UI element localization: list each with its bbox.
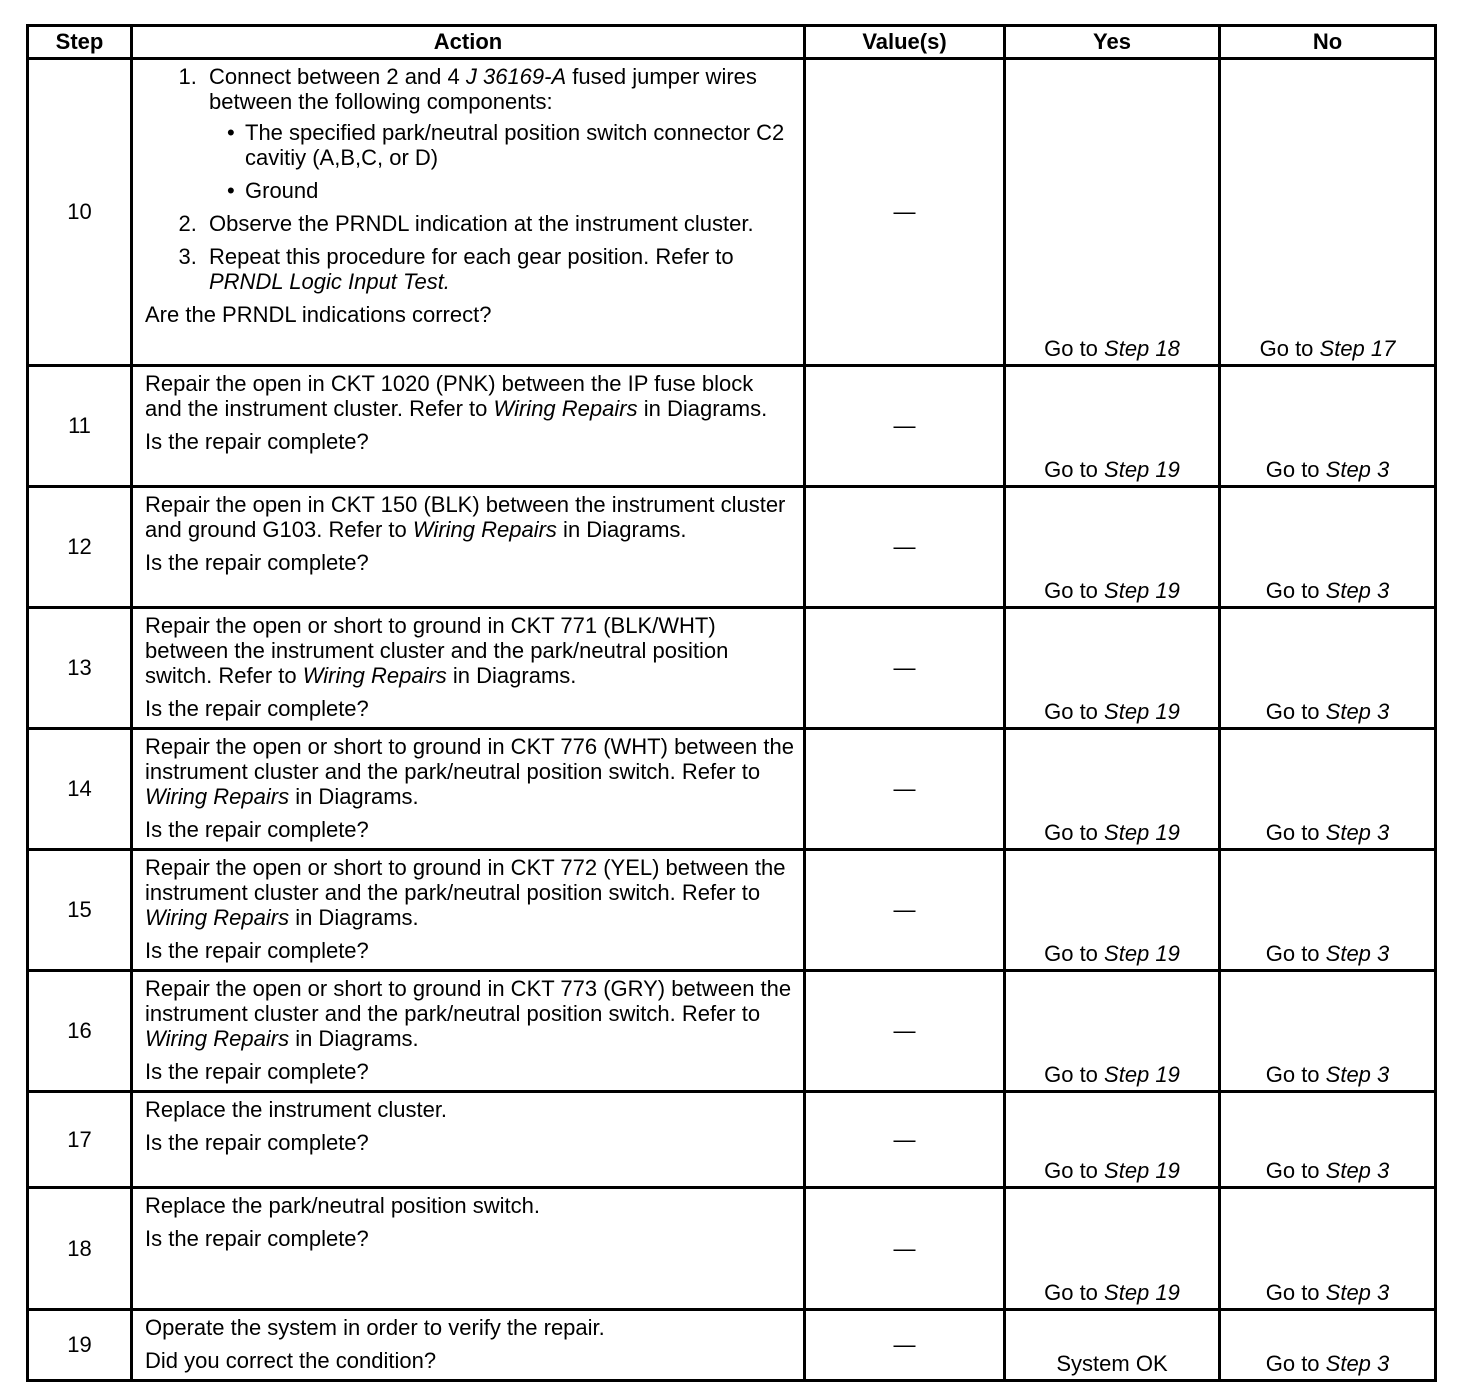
action-cell <box>132 1092 805 1188</box>
action-text: Connect between 2 and 4 <box>209 64 466 89</box>
goto-text: Go to <box>1265 1351 1326 1376</box>
no-cell <box>1220 729 1436 850</box>
step-reference: Step 19 <box>1104 820 1180 845</box>
action-text-post: in Diagrams. <box>289 905 419 930</box>
step-reference: Step 3 <box>1325 1280 1390 1305</box>
table-row <box>28 1188 1436 1310</box>
action-text-post: in Diagrams. <box>446 663 577 688</box>
no-cell <box>1220 850 1436 971</box>
step-number: 18 <box>28 1188 132 1310</box>
action-question: Is the repair complete? <box>145 550 369 575</box>
goto-text: Go to <box>1265 699 1326 724</box>
yes-cell <box>1005 729 1220 850</box>
action-cell <box>132 59 805 366</box>
action-text-post: in Diagrams. <box>556 517 687 542</box>
yes-cell <box>1005 1188 1220 1310</box>
action-text: Replace the instrument cluster. <box>145 1097 448 1122</box>
yes-cell <box>1005 608 1220 729</box>
action-text-pre: Repair the open or short to ground in CKT 772 (YEL) between the instrument cluster and the park/neutral position switch. Refer to <box>145 855 786 905</box>
action-cell <box>132 366 805 487</box>
tool-reference: J 36169-A <box>465 64 567 89</box>
step-number: 14 <box>28 729 132 850</box>
step-reference: Step 3 <box>1325 1158 1390 1183</box>
action-text-pre: Repair the open or short to ground in CKT 771 (BLK/WHT) between the instrument cluster and the park/neutral position switch. Refer to <box>145 613 729 688</box>
action-question: Is the repair complete? <box>145 1130 369 1155</box>
goto-text: Go to <box>1265 578 1326 603</box>
table-header-row <box>28 26 1436 59</box>
step-reference: Step 19 <box>1104 699 1180 724</box>
action-cell <box>132 487 805 608</box>
goto-text: Go to <box>1265 1158 1326 1183</box>
goto-text: Go to <box>1044 941 1105 966</box>
step-reference: Step 19 <box>1104 1280 1180 1305</box>
step-number: 13 <box>28 608 132 729</box>
action-text <box>145 855 795 930</box>
step-number: 10 <box>28 59 132 366</box>
action-text-pre: Repair the open in CKT 150 (BLK) between the instrument cluster and ground G103. Refer to <box>145 492 786 542</box>
step-reference: Step 19 <box>1104 457 1180 482</box>
goto-text: Go to <box>1265 1280 1326 1305</box>
yes-cell <box>1005 1092 1220 1188</box>
header-step: Step <box>28 26 132 59</box>
goto-text: Go to <box>1265 941 1326 966</box>
action-text: Replace the park/neutral position switch. <box>145 1193 540 1218</box>
bullet-item: • The specified park/neutral position switch connector C2 cavitiy (A,B,C, or D) <box>237 120 795 170</box>
goto-text: Go to <box>1044 820 1105 845</box>
yes-cell <box>1005 487 1220 608</box>
action-question: Is the repair complete? <box>145 938 369 963</box>
header-values: Value(s) <box>805 26 1005 59</box>
goto-text: Go to <box>1044 457 1105 482</box>
no-cell <box>1220 366 1436 487</box>
no-cell <box>1220 59 1436 366</box>
step-number: 19 <box>28 1310 132 1381</box>
step-number: 11 <box>28 366 132 487</box>
action-text <box>145 492 795 542</box>
action-text: Repeat this procedure for each gear position. Refer to <box>209 244 734 269</box>
goto-text: Go to <box>1044 578 1105 603</box>
action-question: Did you correct the condition? <box>145 1348 437 1373</box>
action-steps-list <box>145 64 795 294</box>
table-row <box>28 487 1436 608</box>
value-cell: — <box>805 850 1005 971</box>
step-reference: Step 19 <box>1104 578 1180 603</box>
table-row <box>28 850 1436 971</box>
action-question: Is the repair complete? <box>145 817 369 842</box>
header-yes: Yes <box>1005 26 1220 59</box>
yes-cell: System OK <box>1005 1310 1220 1381</box>
action-text-pre: Repair the open or short to ground in CKT 776 (WHT) between the instrument cluster and the park/neutral position switch. Refer to <box>145 734 794 784</box>
yes-cell <box>1005 850 1220 971</box>
component-bullets <box>209 120 795 203</box>
no-cell <box>1220 971 1436 1092</box>
wiring-repairs-reference: Wiring Repairs <box>145 784 290 809</box>
action-text <box>145 613 795 688</box>
action-cell <box>132 850 805 971</box>
goto-text: Go to <box>1044 1280 1105 1305</box>
value-cell: — <box>805 971 1005 1092</box>
step-reference: Step 3 <box>1325 457 1390 482</box>
action-text-post: in Diagrams. <box>289 784 419 809</box>
wiring-repairs-reference: Wiring Repairs <box>145 1026 290 1051</box>
list-item <box>203 244 795 294</box>
goto-text: Go to <box>1044 1062 1105 1087</box>
action-cell <box>132 608 805 729</box>
value-cell: — <box>805 487 1005 608</box>
action-question: Are the PRNDL indications correct? <box>145 302 492 327</box>
step-number: 12 <box>28 487 132 608</box>
step-reference: Step 19 <box>1104 941 1180 966</box>
action-text <box>145 371 795 421</box>
wiring-repairs-reference: Wiring Repairs <box>412 517 557 542</box>
value-cell: — <box>805 1188 1005 1310</box>
action-text-post: in Diagrams. <box>289 1026 419 1051</box>
goto-text: Go to <box>1044 336 1105 361</box>
step-reference: Step 3 <box>1325 1062 1390 1087</box>
value-cell: — <box>805 59 1005 366</box>
action-text <box>145 734 795 809</box>
table-row <box>28 366 1436 487</box>
action-question: Is the repair complete? <box>145 429 369 454</box>
action-cell <box>132 1188 805 1310</box>
diagnostic-table <box>26 24 1437 1382</box>
step-reference: Step 3 <box>1325 941 1390 966</box>
goto-text: Go to <box>1259 336 1320 361</box>
goto-text: Go to <box>1044 699 1105 724</box>
action-cell <box>132 729 805 850</box>
value-cell: — <box>805 608 1005 729</box>
wiring-repairs-reference: Wiring Repairs <box>493 396 638 421</box>
no-cell <box>1220 1092 1436 1188</box>
step-number: 15 <box>28 850 132 971</box>
step-reference: Step 3 <box>1325 820 1390 845</box>
action-text <box>145 976 795 1051</box>
step-reference: Step 19 <box>1104 1062 1180 1087</box>
action-cell <box>132 1310 805 1381</box>
goto-text: Go to <box>1265 820 1326 845</box>
action-text-pre: Repair the open in CKT 1020 (PNK) between the IP fuse block and the instrument cluster. Refer to <box>145 371 754 421</box>
table-row <box>28 1310 1436 1381</box>
diagnostic-table-page <box>26 24 1434 1382</box>
step-reference: Step 19 <box>1104 1158 1180 1183</box>
step-number: 17 <box>28 1092 132 1188</box>
step-reference: Step 18 <box>1104 336 1180 361</box>
list-item: 2. Observe the PRNDL indication at the instrument cluster. <box>203 211 795 236</box>
bullet-item: • Ground <box>237 178 795 203</box>
step-reference: Step 3 <box>1325 699 1390 724</box>
goto-text: Go to <box>1265 457 1326 482</box>
action-text-pre: Repair the open or short to ground in CKT 773 (GRY) between the instrument cluster and the park/neutral position switch. Refer to <box>145 976 792 1026</box>
procedure-reference: PRNDL Logic Input Test. <box>209 269 450 294</box>
yes-cell <box>1005 59 1220 366</box>
action-text-post: in Diagrams. <box>637 396 768 421</box>
step-number: 16 <box>28 971 132 1092</box>
action-question: Is the repair complete? <box>145 696 369 721</box>
action-cell <box>132 971 805 1092</box>
step-reference: Step 17 <box>1319 336 1396 361</box>
action-question: Is the repair complete? <box>145 1059 369 1084</box>
value-cell: — <box>805 1310 1005 1381</box>
table-row <box>28 971 1436 1092</box>
table-row <box>28 59 1436 366</box>
goto-text: Go to <box>1044 1158 1105 1183</box>
table-row <box>28 608 1436 729</box>
step-reference: Step 3 <box>1325 578 1390 603</box>
action-text: Operate the system in order to verify the repair. <box>145 1315 605 1340</box>
no-cell <box>1220 608 1436 729</box>
wiring-repairs-reference: Wiring Repairs <box>302 663 447 688</box>
list-item <box>203 64 795 203</box>
action-text: fused jumper wires between the following components: <box>209 64 757 114</box>
no-cell <box>1220 487 1436 608</box>
step-reference: Step 3 <box>1325 1351 1390 1376</box>
value-cell: — <box>805 729 1005 850</box>
header-no: No <box>1220 26 1436 59</box>
table-row <box>28 1092 1436 1188</box>
value-cell: — <box>805 1092 1005 1188</box>
goto-text: Go to <box>1265 1062 1326 1087</box>
no-cell <box>1220 1310 1436 1381</box>
yes-cell <box>1005 366 1220 487</box>
no-cell <box>1220 1188 1436 1310</box>
header-action: Action <box>132 26 805 59</box>
wiring-repairs-reference: Wiring Repairs <box>145 905 290 930</box>
value-cell: — <box>805 366 1005 487</box>
action-question: Is the repair complete? <box>145 1226 369 1251</box>
yes-cell <box>1005 971 1220 1092</box>
table-row <box>28 729 1436 850</box>
